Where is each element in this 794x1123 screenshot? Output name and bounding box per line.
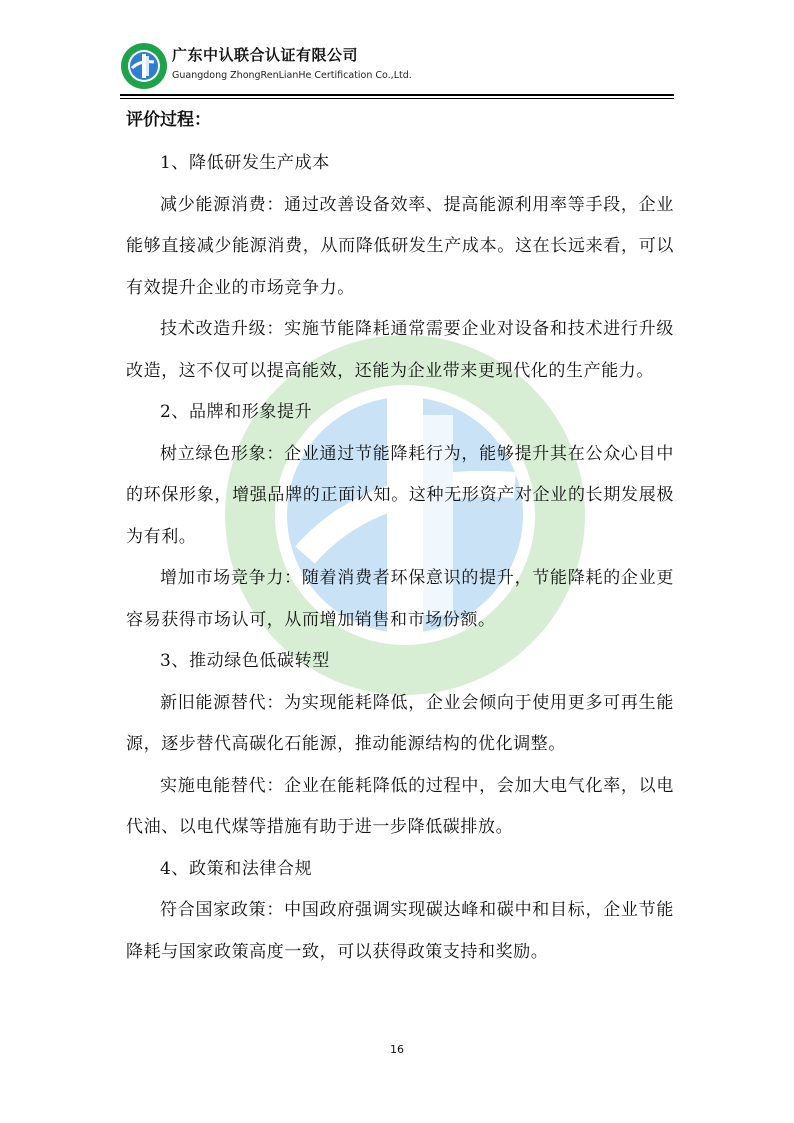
company-name-en: Guangdong ZhongRenLianHe Certification Co.,Ltd.	[172, 70, 412, 81]
main-content	[126, 104, 674, 973]
subheading: 4、政策和法律合规	[160, 858, 313, 879]
header-rule-thick	[120, 94, 674, 96]
paragraph: 技术改造升级：实施节能降耗通常需要企业对设备和技术进行升级改造，这不仅可以提高能效，还能为企业带来更现代化的生产能力。	[126, 319, 674, 381]
page-number: 16	[390, 1043, 404, 1056]
paragraph: 实施电能替代：企业在能耗降低的过程中，会加大电气化率，以电代油、以电代煤等措施有助于进一步降低碳排放。	[126, 775, 674, 837]
paragraph: 符合国家政策：中国政府强调实现碳达峰和碳中和目标，企业节能降耗与国家政策高度一致，可以获得政策支持和奖励。	[126, 900, 674, 962]
paragraph: 增加市场竞争力：随着消费者环保意识的提升，节能降耗的企业更容易获得市场认可，从而增加销售和市场份额。	[126, 568, 674, 630]
paragraph: 减少能源消费：通过改善设备效率、提高能源利用率等手段，企业能够直接减少能源消费，从而降低研发生产成本。这在长远来看，可以有效提升企业的市场竞争力。	[126, 194, 674, 298]
paragraph: 新旧能源替代：为实现能耗降低，企业会倾向于使用更多可再生能源，逐步替代高碳化石能源，推动能源结构的优化调整。	[126, 692, 674, 754]
company-name-cn: 广东中认联合认证有限公司	[172, 46, 359, 64]
subheading: 1、降低研发生产成本	[160, 153, 330, 173]
company-logo	[120, 42, 168, 90]
subheading: 3、推动绿色低碳转型	[160, 651, 330, 671]
subheading: 2、品牌和形象提升	[160, 402, 313, 422]
header-rule-thin	[120, 98, 674, 99]
page-header	[120, 38, 674, 96]
paragraph: 树立绿色形象：企业通过节能降耗行为，能够提升其在公众心目中的环保形象，增强品牌的正面认知。这种无形资产对企业的长期发展极为有利。	[126, 443, 674, 547]
section-title: 评价过程：	[126, 110, 211, 130]
